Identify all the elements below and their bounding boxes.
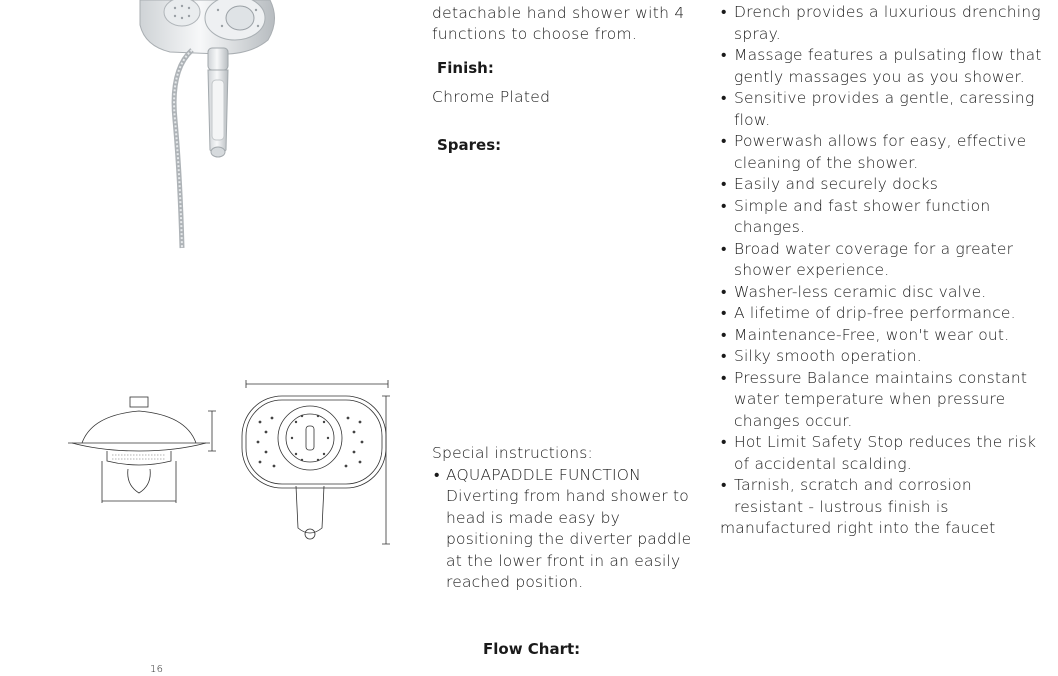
feature-item: • Pressure Balance maintains constant water temperature when pressure changes occur. <box>720 368 1050 433</box>
flow-chart-axis-tick: 16 <box>150 664 164 675</box>
product-photo <box>130 0 290 250</box>
feature-item: • Hot Limit Safety Stop reduces the risk of accidental scalding. <box>720 432 1050 475</box>
feature-item: • Silky smooth operation. <box>720 346 1050 368</box>
feature-item: • Drench provides a luxurious drenching spray. <box>720 2 1050 45</box>
feature-item: • Powerwash allows for easy, effective cleaning of the shower. <box>720 131 1050 174</box>
finish-heading: Finish: <box>437 59 494 77</box>
special-bullet-body: Diverting from hand shower to head is made easy by positioning the diverter paddle at the lower front in an easily reached position. <box>446 487 692 591</box>
feature-item: • Simple and fast shower function changes. <box>720 196 1050 239</box>
side-view-drawing <box>62 385 232 515</box>
feature-item: • Sensitive provides a gentle, caressing flow. <box>720 88 1050 131</box>
special-bullet <box>432 465 702 594</box>
feature-list <box>720 2 1050 540</box>
flow-chart-heading: Flow Chart: <box>483 640 581 658</box>
feature-last-line-3: manufactured right into the faucet <box>720 519 996 537</box>
feature-last-line-2: resistant - lustrous finish is <box>734 497 949 516</box>
feature-item: • A lifetime of drip-free performance. <box>720 303 1050 325</box>
front-view-drawing <box>236 378 406 550</box>
intro-line-1: detachable hand shower with 4 <box>432 4 685 22</box>
feature-item-last <box>720 475 1050 540</box>
spares-heading: Spares: <box>437 136 502 154</box>
feature-item: • Massage features a pulsating flow that gently massages you as you shower. <box>720 45 1050 88</box>
feature-item: • Washer-less ceramic disc valve. <box>720 282 1050 304</box>
feature-item: • Broad water coverage for a greater shower experience. <box>720 239 1050 282</box>
finish-value: Chrome Plated <box>432 88 551 106</box>
feature-item: • Easily and securely docks <box>720 174 1050 196</box>
intro-line-2: functions to choose from. <box>432 25 638 43</box>
feature-last-line-1: • Tarnish, scratch and corrosion <box>720 475 1050 497</box>
feature-item: • Maintenance-Free, won't wear out. <box>720 325 1050 347</box>
special-heading: Special instructions: <box>432 444 593 462</box>
special-bullet-title: • AQUAPADDLE FUNCTION <box>446 465 641 484</box>
special-instructions <box>432 443 702 594</box>
